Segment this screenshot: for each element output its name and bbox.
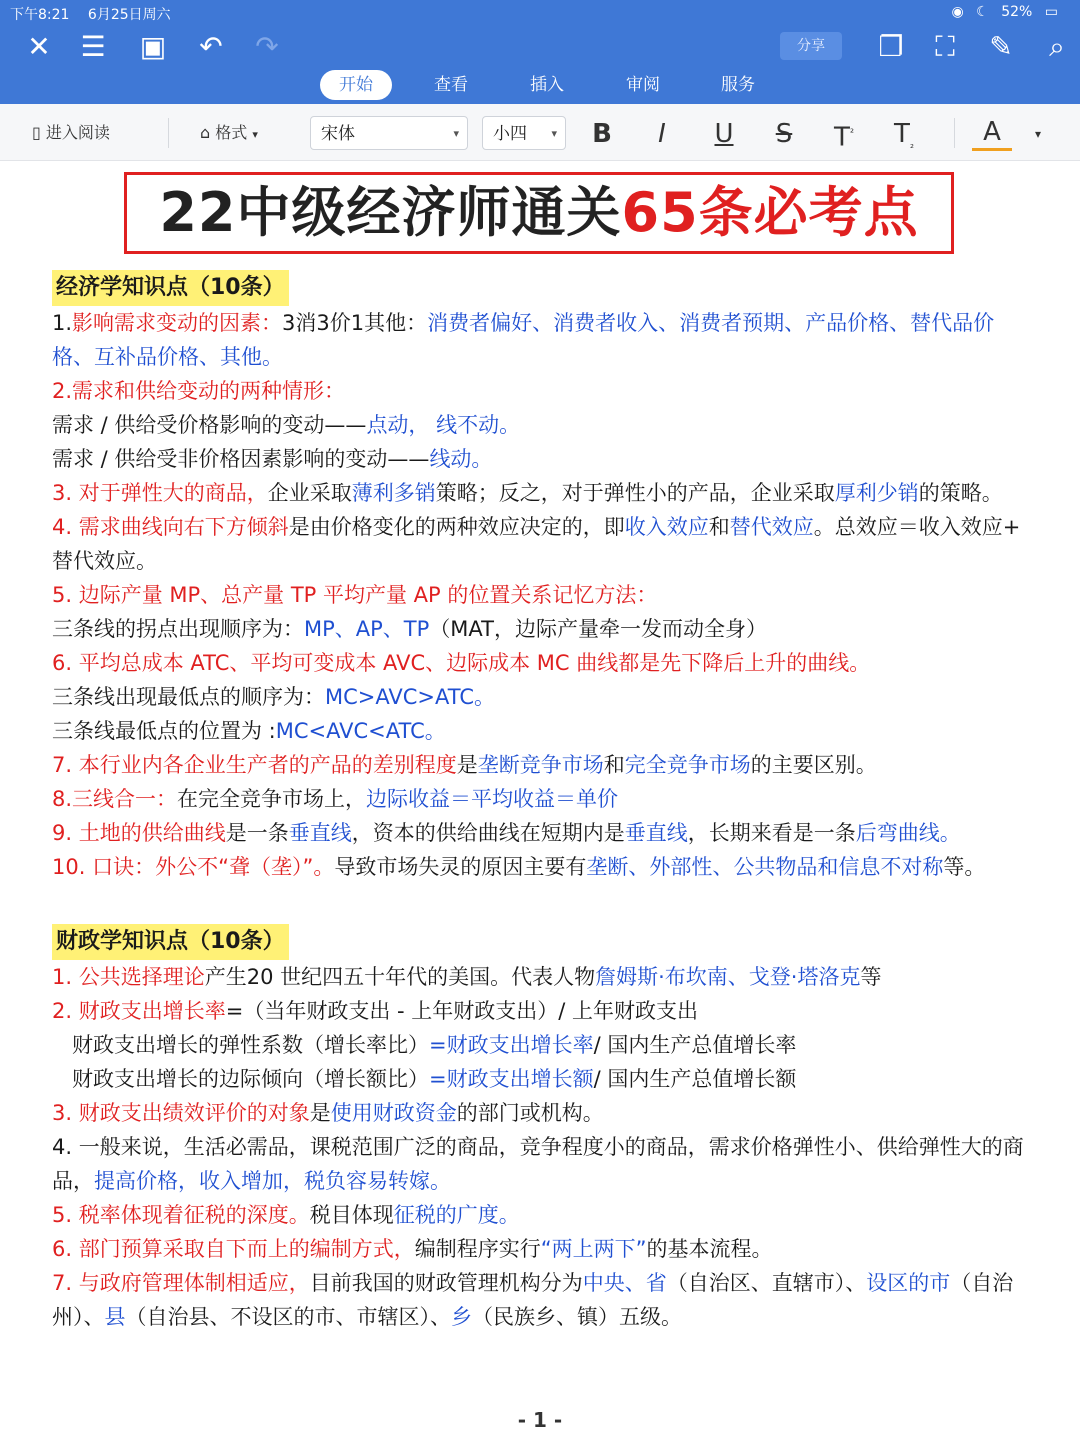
format-label: 格式	[215, 123, 248, 142]
text: （自治县、不设区的市、市辖区）、	[125, 1305, 451, 1329]
text: =财政支出增长额	[429, 1067, 594, 1091]
text: =财政支出增长率	[429, 1033, 594, 1057]
text: 和	[708, 515, 730, 539]
text: 产生20 世纪四五十年代的美国。代表人物	[204, 965, 596, 989]
read-mode-label: 进入阅读	[45, 123, 110, 142]
superscript-button[interactable]: $T^{^2}$	[834, 122, 854, 153]
text: 需求 / 供给受非价格因素影响的变动——	[52, 447, 430, 471]
strikethrough-button[interactable]: S	[775, 119, 793, 149]
text: （MAT，边际产量牵一发而动全身）	[429, 617, 767, 641]
text: 消费者偏好、消费者收入、消费者预期、产品价格、替代品价格、互补品价格、其他。	[52, 311, 995, 369]
finance-point-7	[52, 1266, 1032, 1334]
search-icon[interactable]: ⌕	[1049, 30, 1065, 63]
tab-start[interactable]: 开始	[320, 70, 392, 100]
point-1	[52, 306, 1032, 374]
text: 后弯曲线。	[855, 821, 961, 845]
underline-button[interactable]: U	[714, 119, 734, 149]
text: 影响需求变动的因素：	[72, 311, 283, 335]
text: 策略；反之，对于弹性小的产品，企业采取	[435, 481, 835, 505]
finance-point-5	[52, 1198, 1032, 1232]
text: 边际收益＝平均收益＝单价	[366, 787, 619, 811]
text: 6. 部门预算采取自下而上的编制方式，	[52, 1237, 415, 1261]
text: 10. 口诀：外公不“聋（垄）”。	[52, 855, 335, 879]
point-6: 6. 平均总成本 ATC、平均可变成本 AVC、边际成本 MC 曲线都是先下降后上升的曲线。	[52, 651, 871, 675]
text: 是	[456, 753, 478, 777]
divider	[954, 118, 955, 148]
text: 征税的广度。	[393, 1203, 520, 1227]
point-5: 5. 边际产量 MP、总产量 TP 平均产量 AP 的位置关系记忆方法：	[52, 583, 658, 607]
status-battery: 52%	[1001, 4, 1033, 20]
format-bar	[0, 104, 1080, 161]
chevron-down-icon: ▾	[551, 127, 557, 140]
point-3	[52, 476, 1032, 510]
text: 是由价格变化的两种效应决定的，即	[288, 515, 625, 539]
point-2: 2.需求和供给变动的两种情形：	[52, 379, 346, 403]
point-2b	[52, 442, 1032, 476]
text: （民族乡、镇）五级。	[472, 1305, 682, 1329]
finance-point-2b	[52, 1062, 1032, 1096]
point-4	[52, 510, 1032, 578]
document-title	[124, 172, 954, 254]
text: 的部门或机构。	[456, 1101, 604, 1125]
wifi-icon: ◉	[951, 4, 964, 20]
bold-button[interactable]: B	[592, 119, 612, 149]
text: 在完全竞争市场上，	[177, 787, 367, 811]
text: 5. 税率体现着征税的深度。	[52, 1203, 310, 1227]
text: 8.三线合一：	[52, 787, 178, 811]
text: “两上两下”	[540, 1237, 647, 1261]
font-value: 宋体	[321, 124, 355, 144]
text: 3消3价1其他：	[282, 311, 428, 335]
section-heading-finance: 财政学知识点（10条）	[52, 924, 289, 960]
text: 的策略。	[918, 481, 1003, 505]
text: 的基本流程。	[646, 1237, 773, 1261]
chevron-down-icon: ▾	[453, 127, 459, 140]
save-icon[interactable]: ▣	[139, 30, 167, 63]
text: 乡	[451, 1305, 472, 1329]
text: 导致市场失灵的原因主要有	[334, 855, 587, 879]
close-icon[interactable]: ✕	[27, 30, 51, 63]
status-date: 6月25日周六	[87, 7, 171, 23]
text: 垂直线	[624, 821, 688, 845]
text: MP、AP、TP	[304, 617, 430, 641]
text: 设区的市	[866, 1271, 951, 1295]
text: 垂直线	[288, 821, 352, 845]
size-value: 小四	[493, 124, 527, 144]
title-black-part: 22中级经济师通关	[159, 181, 622, 244]
point-2a	[52, 408, 1032, 442]
fullscreen-icon[interactable]: ⛶	[935, 30, 955, 63]
spacer	[52, 884, 1032, 924]
text: 1.	[52, 311, 73, 335]
point-8	[52, 782, 1032, 816]
text: 税目体现	[309, 1203, 394, 1227]
point-6a	[52, 680, 1032, 714]
page-number: - 1 -	[517, 1408, 563, 1432]
redo-icon[interactable]: ↷	[255, 30, 279, 63]
point-7	[52, 748, 1032, 782]
text: 是	[309, 1101, 331, 1125]
finance-point-3	[52, 1096, 1032, 1130]
book-icon: ▯	[32, 123, 41, 142]
text: 需求 / 供给受价格影响的变动——	[52, 413, 367, 437]
brush-icon: ⌂	[200, 123, 211, 142]
text: 收入效应	[624, 515, 709, 539]
tab-review[interactable]: 审阅	[626, 75, 660, 95]
ribbon-tabs	[0, 70, 1080, 100]
text: 财政支出增长的弹性系数（增长率比）	[72, 1033, 429, 1057]
title-red-part: 65条必考点	[621, 181, 919, 244]
undo-icon[interactable]: ↶	[199, 30, 223, 63]
finance-point-2	[52, 994, 1032, 1028]
battery-icon: ▭	[1044, 4, 1058, 20]
text: MC>AVC>ATC。	[325, 685, 496, 709]
text: 使用财政资金	[330, 1101, 457, 1125]
top-toolbar	[0, 0, 1080, 104]
text: 3. 财政支出绩效评价的对象	[52, 1101, 310, 1125]
moon-icon: ☾	[976, 4, 989, 20]
text: 2. 财政支出增长率	[52, 999, 226, 1023]
tab-insert[interactable]: 插入	[530, 75, 564, 95]
point-9	[52, 816, 1032, 850]
text: （自治州）、	[52, 1271, 1014, 1329]
text: 线动。	[429, 447, 493, 471]
text: 点动， 线不动。	[366, 413, 521, 437]
text: MC<AVC<ATC。	[275, 719, 446, 743]
finance-point-4	[52, 1130, 1032, 1198]
share-button[interactable]: 分享	[780, 32, 842, 60]
text: 1. 公共选择理论	[52, 965, 205, 989]
finance-point-6	[52, 1232, 1032, 1266]
text: 替代效应	[729, 515, 814, 539]
point-10	[52, 850, 1032, 884]
italic-button[interactable]: I	[658, 119, 666, 149]
text: =（当年财政支出 - 上年财政支出）/ 上年财政支出	[225, 999, 698, 1023]
text: 中央、省	[582, 1271, 667, 1295]
text: 。总效应＝收入效应+ 替代效应。	[52, 515, 1021, 573]
text: 企业采取	[267, 481, 352, 505]
text: 提高价格，收入增加，税负容易转嫁。	[94, 1169, 451, 1193]
chevron-down-icon[interactable]: ▾	[1034, 127, 1042, 141]
text: 财政支出增长的边际倾向（增长额比）	[72, 1067, 429, 1091]
text: 三条线的拐点出现顺序为：	[52, 617, 304, 641]
text: 的主要区别。	[750, 753, 877, 777]
multi-window-icon[interactable]: ❐	[878, 30, 904, 63]
text: 等	[860, 965, 882, 989]
text: 4. 一般来说，生活必需品，课税范围广泛的商品，竞争程度小的商品，需求价格弹性小、供给弹性大的商品，	[52, 1135, 1024, 1193]
text: 9. 土地的供给曲线	[52, 821, 226, 845]
text: / 国内生产总值增长额	[593, 1067, 797, 1091]
tab-service[interactable]: 服务	[721, 75, 755, 95]
size-select[interactable]	[482, 116, 566, 150]
text: 是一条	[225, 821, 289, 845]
menu-icon[interactable]: ☰	[80, 30, 106, 63]
section-heading-economics: 经济学知识点（10条）	[52, 270, 289, 306]
text: 7. 与政府管理体制相适应，	[52, 1271, 310, 1295]
tab-view[interactable]: 查看	[434, 75, 468, 95]
text: 薄利多销	[351, 481, 436, 505]
divider	[168, 118, 169, 148]
text: ，资本的供给曲线在短期内是	[351, 821, 625, 845]
point-6b	[52, 714, 1032, 748]
font-select[interactable]	[310, 116, 468, 150]
document-body	[52, 270, 1032, 1334]
text: 目前我国的财政管理机构分为	[309, 1271, 583, 1295]
text: （自治区、直辖市）、	[666, 1271, 867, 1295]
text: 三条线出现最低点的顺序为：	[52, 685, 325, 709]
text: / 国内生产总值增长率	[593, 1033, 797, 1057]
status-bar	[0, 0, 1080, 26]
read-mode-button[interactable]	[32, 118, 110, 148]
text: 厚利少销	[834, 481, 919, 505]
text: 4. 需求曲线向右下方倾斜	[52, 515, 289, 539]
text: 编制程序实行	[414, 1237, 541, 1261]
text: ，长期来看是一条	[687, 821, 856, 845]
text: 詹姆斯·布坎南、戈登·塔洛克	[595, 965, 861, 989]
status-time: 下午8:21	[10, 7, 70, 23]
text: 等。	[943, 855, 986, 879]
text: 县	[104, 1305, 126, 1329]
format-button[interactable]	[200, 118, 258, 148]
text: 垄断、外部性、公共物品和信息不对称	[586, 855, 944, 879]
subscript-button[interactable]: $T_{_2}$	[894, 119, 914, 152]
text: 3. 对于弹性大的商品，	[52, 481, 268, 505]
text: 垄断竞争市场	[477, 753, 604, 777]
chevron-down-icon: ▾	[252, 128, 258, 141]
finance-point-1	[52, 960, 1032, 994]
point-5a	[52, 612, 1032, 646]
text: 和	[603, 753, 625, 777]
text: 三条线最低点的位置为 :	[52, 719, 276, 743]
text: 7. 本行业内各企业生产者的产品的差别程度	[52, 753, 457, 777]
text: 完全竞争市场	[624, 753, 751, 777]
font-color-button[interactable]: A	[972, 114, 1012, 151]
finance-point-2a	[52, 1028, 1032, 1062]
pen-icon[interactable]: ✎	[989, 30, 1013, 63]
